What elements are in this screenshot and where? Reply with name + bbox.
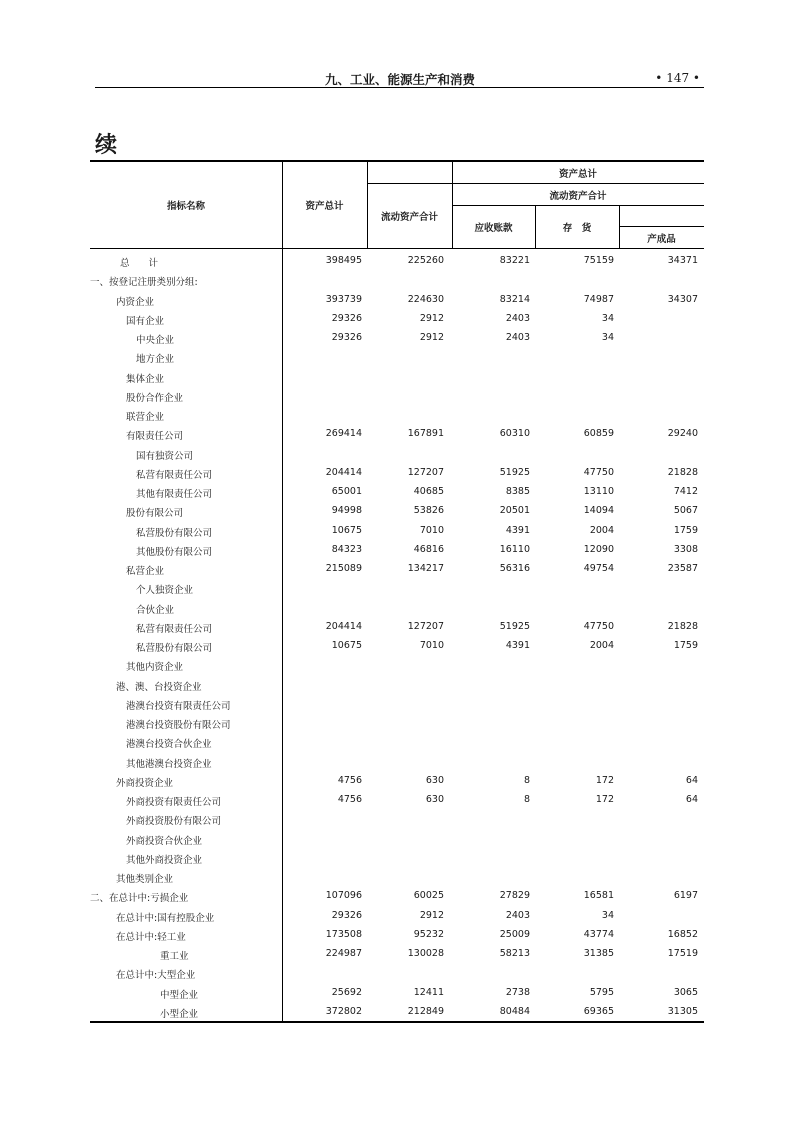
row-label: 港、澳、台投资企业 — [116, 681, 202, 693]
cell-value: 2403 — [505, 909, 530, 921]
cell-value: 134217 — [407, 563, 444, 574]
page-number: • 147 • — [655, 71, 700, 85]
cell-value: 12090 — [583, 543, 614, 555]
row-label: 集体企业 — [126, 373, 165, 385]
row-label: 港澳台投资股份有限公司 — [126, 720, 231, 731]
cell-value: 3065 — [673, 986, 698, 998]
cell-value: 107096 — [325, 890, 362, 902]
cell-value: 7412 — [673, 486, 698, 497]
header-rule-2 — [452, 205, 704, 206]
table-row — [90, 791, 704, 810]
header-total-assets-group: 资产总计 — [558, 169, 597, 180]
cell-value: 34371 — [667, 255, 698, 266]
header-receivables: 应收账款 — [474, 223, 513, 234]
cell-value: 127207 — [407, 466, 444, 478]
cell-value: 172 — [595, 794, 614, 805]
cell-value: 56316 — [499, 563, 530, 574]
cell-value: 40685 — [413, 486, 444, 497]
cell-value: 8 — [523, 774, 530, 786]
cell-value: 94998 — [331, 505, 362, 517]
row-label: 国有企业 — [126, 315, 165, 327]
row-label: 其他有限责任公司 — [136, 489, 213, 500]
cell-value: 29326 — [331, 332, 362, 343]
row-label: 其他股份有限公司 — [136, 546, 213, 558]
cell-value: 3308 — [673, 543, 698, 555]
table-row — [90, 984, 704, 1003]
row-label: 私营股份有限公司 — [136, 527, 213, 539]
cell-value: 225260 — [407, 255, 444, 266]
cell-value: 8385 — [505, 486, 530, 497]
header-current-assets: 流动资产合计 — [380, 212, 438, 223]
cell-value: 204414 — [325, 620, 362, 632]
cell-value: 2738 — [505, 986, 530, 998]
cell-value: 16852 — [667, 928, 698, 940]
cell-value: 2912 — [419, 909, 444, 921]
cell-value: 7010 — [419, 640, 444, 651]
table-row — [90, 772, 704, 791]
cell-value: 65001 — [331, 486, 362, 497]
row-label: 二、在总计中:亏损企业 — [90, 893, 189, 905]
table-row — [90, 753, 704, 772]
table-row — [90, 560, 704, 579]
table-row — [90, 522, 704, 541]
table-row — [90, 1003, 704, 1022]
cell-value: 14094 — [583, 505, 614, 517]
table-row — [90, 502, 704, 521]
row-label: 港澳台投资合伙企业 — [126, 739, 212, 751]
table-row — [90, 579, 704, 598]
cell-value: 204414 — [325, 466, 362, 478]
cell-value: 2403 — [505, 332, 530, 343]
table-row — [90, 291, 704, 310]
row-label: 合伙企业 — [136, 604, 175, 616]
header-vrule-2 — [367, 160, 368, 248]
cell-value: 17519 — [667, 948, 698, 959]
cell-value: 16581 — [583, 890, 614, 902]
cell-value: 49754 — [583, 563, 614, 574]
table-row — [90, 907, 704, 926]
cell-value: 51925 — [499, 466, 530, 478]
cell-value: 34 — [601, 909, 614, 921]
header-rule-3 — [619, 226, 704, 227]
table-row — [90, 464, 704, 483]
cell-value: 2004 — [589, 640, 614, 651]
table-row — [90, 887, 704, 906]
cell-value: 74987 — [583, 293, 614, 305]
table-row — [90, 368, 704, 387]
row-label: 外商投资股份有限公司 — [126, 816, 222, 828]
table-row — [90, 348, 704, 367]
row-label: 中型企业 — [160, 989, 199, 1001]
cell-value: 31305 — [667, 1005, 698, 1017]
row-label: 私营有限责任公司 — [136, 623, 213, 635]
cell-value: 224987 — [325, 948, 362, 959]
cell-value: 80484 — [499, 1005, 530, 1017]
cell-value: 75159 — [583, 255, 614, 266]
cell-value: 630 — [425, 774, 444, 786]
cell-value: 23587 — [667, 563, 698, 574]
header-rule-1 — [367, 183, 704, 184]
table-row — [90, 964, 704, 983]
cell-value: 2004 — [589, 524, 614, 536]
table-row — [90, 868, 704, 887]
table-row — [90, 695, 704, 714]
row-label: 外商投资合伙企业 — [126, 835, 203, 847]
cell-value: 10675 — [331, 640, 362, 651]
cell-value: 51925 — [499, 620, 530, 632]
table-header — [0, 0, 793, 260]
cell-value: 83214 — [499, 293, 530, 305]
cell-value: 47750 — [583, 620, 614, 632]
cell-value: 372802 — [325, 1005, 362, 1017]
row-label: 一、按登记注册类别分组: — [90, 277, 198, 289]
table-row — [90, 387, 704, 406]
cell-value: 2912 — [419, 312, 444, 324]
cell-value: 25692 — [331, 986, 362, 998]
running-header-title: 九、工业、能源生产和消费 — [324, 72, 475, 87]
cell-value: 21828 — [667, 466, 698, 478]
cell-value: 8 — [523, 794, 530, 805]
row-label: 私营股份有限公司 — [136, 643, 213, 654]
table-row — [90, 676, 704, 695]
row-label: 私营企业 — [126, 566, 165, 577]
table-row — [90, 810, 704, 829]
cell-value: 27829 — [499, 890, 530, 902]
row-label: 其他类别企业 — [116, 874, 174, 885]
table-row — [90, 483, 704, 502]
cell-value: 13110 — [583, 486, 614, 497]
cell-value: 393739 — [325, 293, 362, 305]
row-label: 个人独资企业 — [136, 585, 194, 597]
cell-value: 10675 — [331, 524, 362, 536]
cell-value: 64 — [685, 794, 698, 805]
header-current-assets-group: 流动资产合计 — [549, 191, 607, 202]
row-label: 在总计中:国有控股企业 — [116, 912, 215, 924]
cell-value: 64 — [685, 774, 698, 786]
cell-value: 398495 — [325, 255, 362, 266]
cell-value: 2912 — [419, 332, 444, 343]
table-top-rule — [90, 160, 704, 162]
cell-value: 167891 — [407, 428, 444, 440]
cell-value: 5795 — [589, 986, 614, 998]
table-row — [90, 271, 704, 290]
header-indicator: 指标名称 — [166, 201, 205, 212]
cell-value: 215089 — [325, 563, 362, 574]
cell-value: 224630 — [407, 293, 444, 305]
table-row — [90, 733, 704, 752]
row-label: 外商投资有限责任公司 — [126, 797, 222, 808]
cell-value: 60310 — [499, 428, 530, 440]
row-label: 股份有限公司 — [126, 508, 184, 520]
cell-value: 46816 — [413, 543, 444, 555]
table-row — [90, 637, 704, 656]
cell-value: 1759 — [673, 640, 698, 651]
row-label: 私营有限责任公司 — [136, 469, 213, 481]
cell-value: 7010 — [419, 524, 444, 536]
table-row — [90, 714, 704, 733]
cell-value: 29326 — [331, 312, 362, 324]
cell-value: 127207 — [407, 620, 444, 632]
table-row — [90, 656, 704, 675]
cell-value: 53826 — [413, 505, 444, 517]
cell-value: 130028 — [407, 948, 444, 959]
row-label: 重工业 — [160, 951, 189, 962]
header-inventory: 存 货 — [562, 223, 592, 234]
row-label: 其他内资企业 — [126, 662, 184, 674]
table-row — [90, 252, 704, 271]
cell-value: 25009 — [499, 928, 530, 940]
table-row — [90, 329, 704, 348]
cell-value: 20501 — [499, 505, 530, 517]
table-row — [90, 926, 704, 945]
cell-value: 60859 — [583, 428, 614, 440]
table-bottom-rule — [90, 1021, 704, 1023]
cell-value: 84323 — [331, 543, 362, 555]
row-label: 港澳台投资有限责任公司 — [126, 700, 231, 712]
table-row — [90, 425, 704, 444]
cell-value: 29326 — [331, 909, 362, 921]
table-row — [90, 406, 704, 425]
cell-value: 47750 — [583, 466, 614, 478]
table-row — [90, 945, 704, 964]
cell-value: 172 — [595, 774, 614, 786]
cell-value: 16110 — [499, 543, 530, 555]
cell-value: 34 — [601, 312, 614, 324]
row-label: 股份合作企业 — [126, 392, 184, 404]
continued-label: 续 — [95, 132, 118, 158]
row-label: 小型企业 — [160, 1008, 199, 1020]
row-label: 其他港澳台投资企业 — [126, 758, 212, 770]
cell-value: 95232 — [413, 928, 444, 940]
row-label: 地方企业 — [136, 354, 175, 366]
cell-value: 58213 — [499, 948, 530, 959]
cell-value: 31385 — [583, 948, 614, 959]
cell-value: 60025 — [413, 890, 444, 902]
table-row — [90, 310, 704, 329]
table-row — [90, 599, 704, 618]
table-row — [90, 618, 704, 637]
row-label: 外商投资企业 — [116, 777, 174, 789]
row-label: 内资企业 — [116, 296, 155, 308]
cell-value: 1759 — [673, 524, 698, 536]
row-label: 中央企业 — [136, 335, 175, 346]
cell-value: 29240 — [667, 428, 698, 440]
table-row — [90, 830, 704, 849]
table-row — [90, 445, 704, 464]
cell-value: 269414 — [325, 428, 362, 440]
header-finished-goods: 产成品 — [647, 234, 676, 245]
row-label: 在总计中:大型企业 — [116, 970, 196, 982]
cell-value: 6197 — [673, 890, 698, 902]
cell-value: 4756 — [337, 794, 362, 805]
row-label: 总 计 — [120, 258, 159, 269]
cell-value: 21828 — [667, 620, 698, 632]
cell-value: 4391 — [505, 640, 530, 651]
cell-value: 83221 — [499, 255, 530, 266]
body-vrule — [282, 248, 283, 1021]
row-label: 国有独资公司 — [136, 450, 194, 462]
row-label: 在总计中:轻工业 — [116, 931, 186, 943]
table-row — [90, 849, 704, 868]
cell-value: 212849 — [407, 1005, 444, 1017]
cell-value: 12411 — [413, 986, 444, 998]
cell-value: 34 — [601, 332, 614, 343]
cell-value: 69365 — [583, 1005, 614, 1017]
cell-value: 34307 — [667, 293, 698, 305]
header-total-assets: 资产总计 — [305, 201, 344, 212]
header-bottom-rule — [90, 248, 704, 249]
row-label: 其他外商投资企业 — [126, 854, 203, 866]
row-label: 联营企业 — [126, 412, 165, 423]
cell-value: 4391 — [505, 524, 530, 536]
row-label: 有限责任公司 — [126, 431, 184, 443]
cell-value: 173508 — [325, 928, 362, 940]
cell-value: 5067 — [673, 505, 698, 517]
cell-value: 2403 — [505, 312, 530, 324]
cell-value: 43774 — [583, 928, 614, 940]
cell-value: 630 — [425, 794, 444, 805]
cell-value: 4756 — [337, 774, 362, 786]
table-row — [90, 541, 704, 560]
